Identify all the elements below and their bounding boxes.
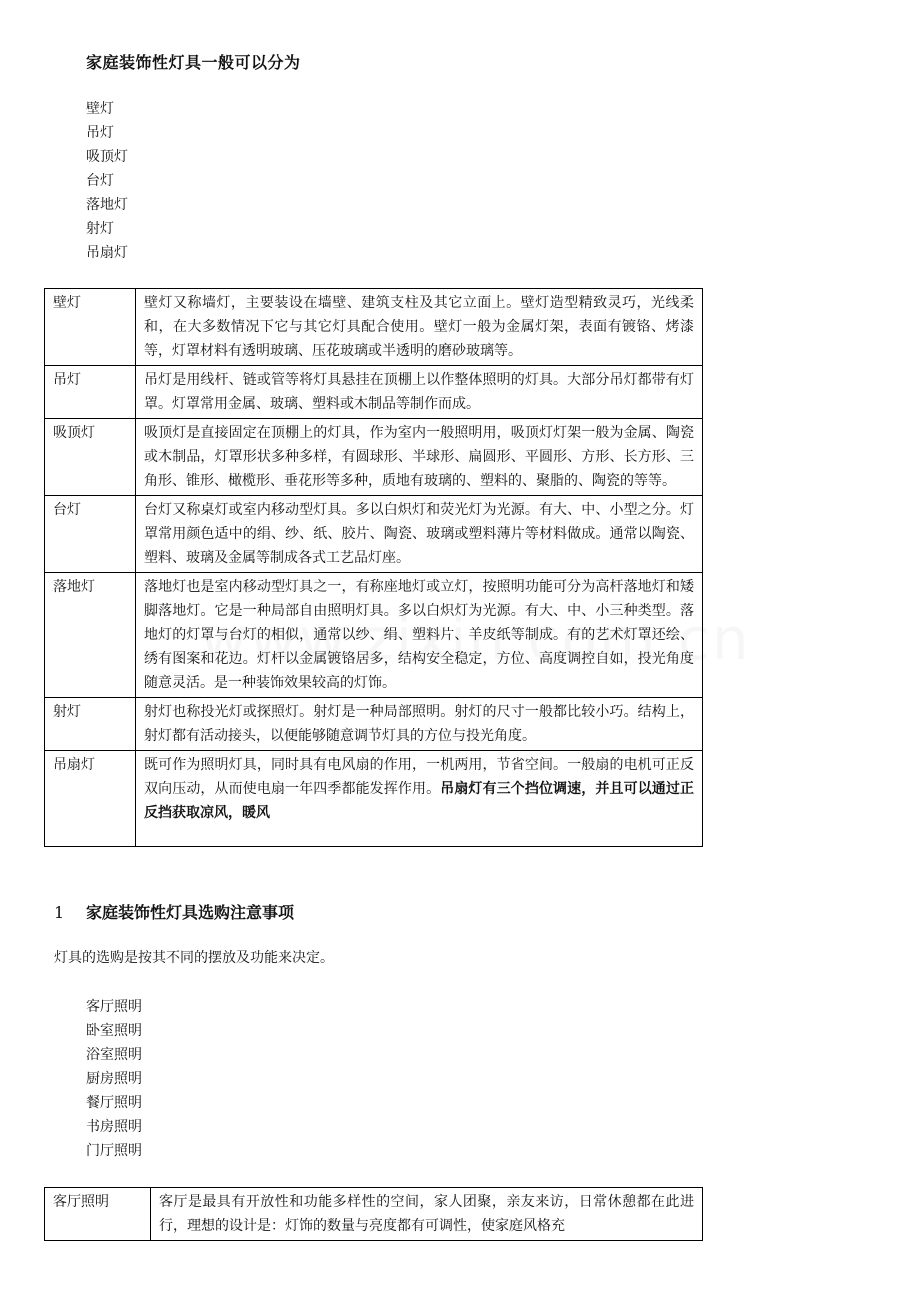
list-item: 落地灯 — [86, 197, 128, 213]
lamp-type-table — [44, 288, 703, 847]
list-item: 浴室照明 — [86, 1047, 142, 1063]
table-cell-desc — [136, 751, 703, 847]
table-cell-name: 落地灯 — [45, 573, 136, 698]
room-list — [86, 995, 142, 1163]
table-cell-desc: 壁灯又称墙灯，主要装设在墙壁、建筑支柱及其它立面上。壁灯造型精致灵巧，光线柔和，在大多数情况下它与其它灯具配合使用。壁灯一般为金属灯架，表面有镀铬、烤漆等，灯罩材料有透明玻璃、压花玻璃或半透明的磨砂玻璃等。 — [136, 289, 703, 366]
list-item: 客厅照明 — [86, 999, 142, 1015]
table-row — [45, 698, 703, 751]
section-number: 1 — [54, 903, 65, 922]
table-cell-name: 射灯 — [45, 698, 136, 751]
table-row — [45, 366, 703, 419]
table-cell-name: 吊扇灯 — [45, 751, 136, 847]
page-title: 家庭装饰性灯具一般可以分为 — [86, 53, 301, 72]
list-item: 卧室照明 — [86, 1023, 142, 1039]
table-cell-name: 吊灯 — [45, 366, 136, 419]
list-item: 吊扇灯 — [86, 245, 128, 261]
list-item: 壁灯 — [86, 101, 114, 117]
table-row — [45, 289, 703, 366]
lamp-type-list — [86, 97, 128, 265]
list-item: 餐厅照明 — [86, 1095, 142, 1111]
table-row — [45, 1188, 703, 1241]
table-cell-desc: 射灯也称投光灯或探照灯。射灯是一种局部照明。射灯的尺寸一般都比较小巧。结构上，射灯都有活动接头，以便能够随意调节灯具的方位与投光角度。 — [136, 698, 703, 751]
desc-bold-text: 吊扇灯有三个挡位调速，并且可以通过正反挡获取凉风，暖风 — [144, 781, 695, 821]
table-row — [45, 496, 703, 573]
list-item: 吊灯 — [86, 125, 114, 141]
intro-paragraph: 灯具的选购是按其不同的摆放及功能来决定。 — [54, 950, 334, 966]
section-title: 家庭装饰性灯具选购注意事项 — [86, 903, 295, 922]
table-row — [45, 419, 703, 496]
desc-text: 既可作为照明灯具，同时具有电风扇的作用，一机两用，节省空间。一般扇的电机可正反双向压动，从而使电扇一年四季都能发挥作用。 — [144, 757, 694, 797]
table-cell-desc: 吸顶灯是直接固定在顶棚上的灯具，作为室内一般照明用，吸顶灯灯架一般为金属、陶瓷或木制品，灯罩形状多种多样，有圆球形、半球形、扁圆形、平圆形、方形、长方形、三角形、锥形、橄榄形、垂花形等多种，质地有玻璃的、塑料的、聚脂的、陶瓷的等等。 — [136, 419, 703, 496]
room-lighting-table — [44, 1187, 703, 1241]
list-item: 书房照明 — [86, 1119, 142, 1135]
table-cell-name: 客厅照明 — [45, 1188, 151, 1241]
table-cell-name: 台灯 — [45, 496, 136, 573]
table-row — [45, 573, 703, 698]
list-item: 厨房照明 — [86, 1071, 142, 1087]
list-item: 台灯 — [86, 173, 114, 189]
section-heading — [54, 900, 294, 923]
list-item: 门厅照明 — [86, 1143, 142, 1159]
table-cell-name: 壁灯 — [45, 289, 136, 366]
list-item: 吸顶灯 — [86, 149, 128, 165]
table-cell-desc: 吊灯是用线杆、链或管等将灯具悬挂在顶棚上以作整体照明的灯具。大部分吊灯都带有灯罩。灯罩常用金属、玻璃、塑料或木制品等制作而成。 — [136, 366, 703, 419]
table-cell-desc: 落地灯也是室内移动型灯具之一，有称座地灯或立灯，按照明功能可分为高杆落地灯和矮脚落地灯。它是一种局部自由照明灯具。多以白炽灯为光源。有大、中、小三种类型。落地灯的灯罩与台灯的相似，通常以纱、绢、塑料片、羊皮纸等制成。有的艺术灯罩还绘、绣有图案和花边。灯杆以金属镀铬居多，结构安全稳定，方位、高度调控自如，投光角度随意灵活。是一种装饰效果较高的灯饰。 — [136, 573, 703, 698]
list-item: 射灯 — [86, 221, 114, 237]
table-row — [45, 751, 703, 847]
table-cell-name: 吸顶灯 — [45, 419, 136, 496]
table-cell-desc: 台灯又称桌灯或室内移动型灯具。多以白炽灯和荧光灯为光源。有大、中、小型之分。灯罩常用颜色适中的绢、纱、纸、胶片、陶瓷、玻璃或塑料薄片等材料做成。通常以陶瓷、塑料、玻璃及金属等制成各式工艺品灯座。 — [136, 496, 703, 573]
table-cell-desc: 客厅是最具有开放性和功能多样性的空间，家人团聚，亲友来访，日常休憩都在此进行，理想的设计是：灯饰的数量与亮度都有可调性，使家庭风格充 — [151, 1188, 703, 1241]
